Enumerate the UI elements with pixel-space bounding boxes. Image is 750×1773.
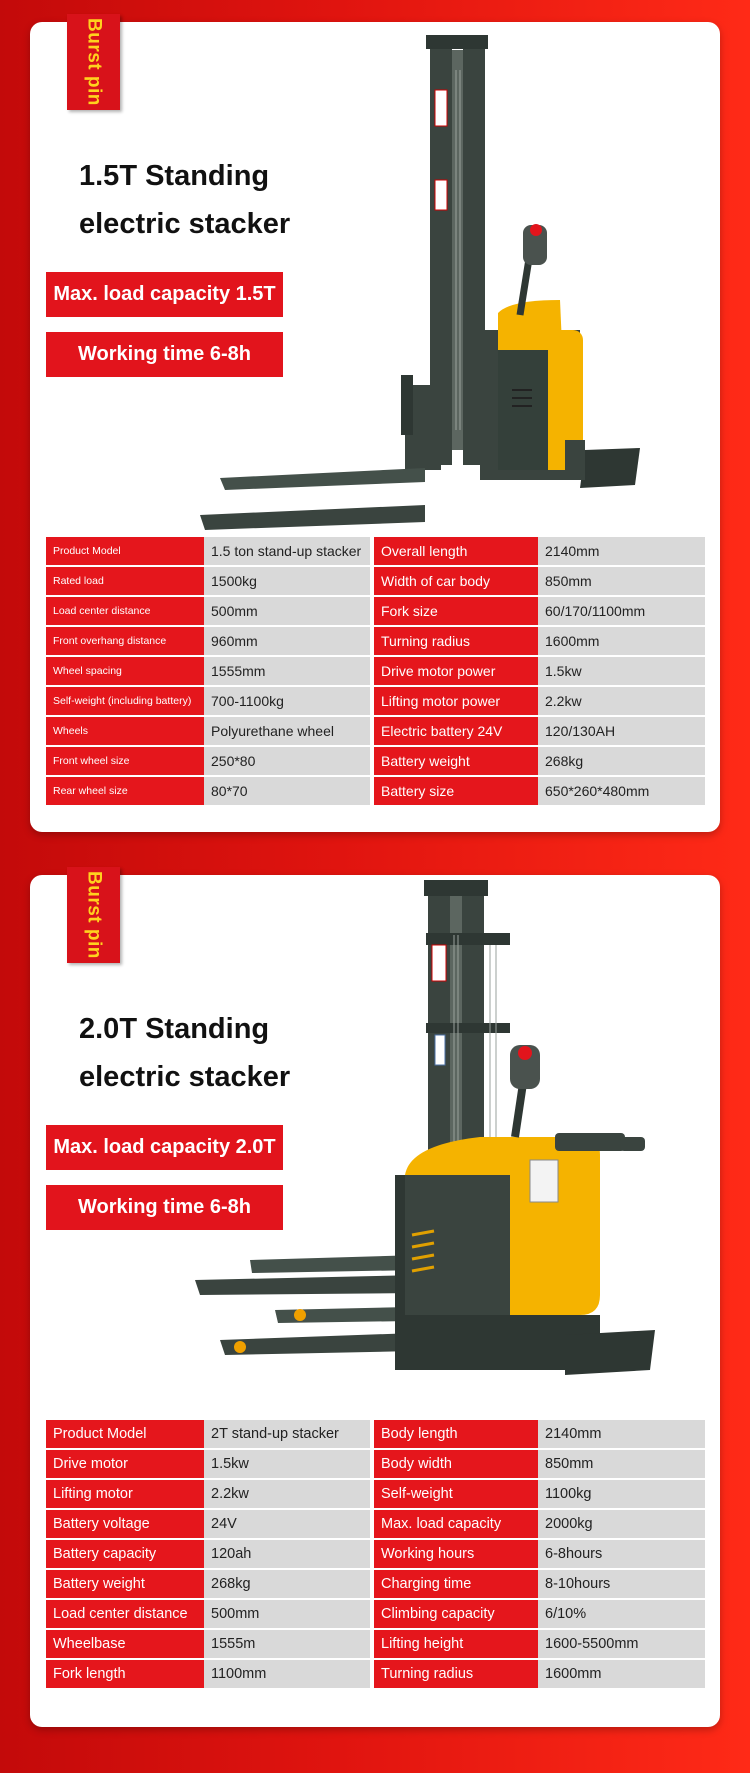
table-row (46, 747, 705, 777)
table-row (46, 687, 705, 717)
spec-value: 8-10hours (538, 1570, 705, 1600)
spec-label: Width of car body (374, 567, 538, 597)
spec-value: 1500kg (204, 567, 374, 597)
spec-value: 1600-5500mm (538, 1630, 705, 1660)
spec-label: Max. load capacity (374, 1510, 538, 1540)
table-row (46, 567, 705, 597)
spec-label: Turning radius (374, 627, 538, 657)
spec-label: Drive motor power (374, 657, 538, 687)
spec-value: 1600mm (538, 627, 705, 657)
spec-value: 1555m (204, 1630, 374, 1660)
spec-value: 120/130AH (538, 717, 705, 747)
spec-table-1-5t (46, 537, 705, 807)
spec-value: 6-8hours (538, 1540, 705, 1570)
table-row (46, 1480, 705, 1510)
spec-label: Lifting motor (46, 1480, 204, 1510)
spec-label: Battery capacity (46, 1540, 204, 1570)
spec-label: Drive motor (46, 1450, 204, 1480)
spec-label: Rated load (46, 567, 204, 597)
table-row (46, 537, 705, 567)
table-row (46, 1450, 705, 1480)
spec-label: Product Model (46, 1420, 204, 1450)
spec-value: 2T stand-up stacker (204, 1420, 374, 1450)
spec-value: 650*260*480mm (538, 777, 705, 807)
spec-value: 2.2kw (538, 687, 705, 717)
spec-label: Climbing capacity (374, 1600, 538, 1630)
spec-value: 60/170/1100mm (538, 597, 705, 627)
spec-label: Self-weight (374, 1480, 538, 1510)
product-title: 1.5T Standing electric stacker (79, 160, 291, 240)
table-row (46, 1420, 705, 1450)
table-row (46, 1510, 705, 1540)
spec-label: Body width (374, 1450, 538, 1480)
spec-label: Wheels (46, 717, 204, 747)
spec-label: Wheel spacing (46, 657, 204, 687)
spec-label: Load center distance (46, 1600, 204, 1630)
spec-table-2-0t (46, 1420, 705, 1690)
spec-value: 1.5kw (204, 1450, 374, 1480)
spec-value: 24V (204, 1510, 374, 1540)
table-row (46, 1570, 705, 1600)
spec-value: 2140mm (538, 537, 705, 567)
spec-value: 850mm (538, 1450, 705, 1480)
spec-value: 120ah (204, 1540, 374, 1570)
spec-label: Wheelbase (46, 1630, 204, 1660)
spec-label: Lifting motor power (374, 687, 538, 717)
capacity-badge: Max. load capacity 1.5T (46, 272, 283, 317)
product-card-1 (30, 18, 720, 832)
table-row (46, 657, 705, 687)
table-row (46, 1630, 705, 1660)
spec-label: Lifting height (374, 1630, 538, 1660)
spec-label: Product Model (46, 537, 204, 567)
spec-label: Front overhang distance (46, 627, 204, 657)
spec-label: Front wheel size (46, 747, 204, 777)
spec-value: 1.5 ton stand-up stacker (204, 537, 374, 567)
burst-pin-tag: Burst pin (67, 867, 120, 963)
spec-label: Battery voltage (46, 1510, 204, 1540)
spec-value: 700-1100kg (204, 687, 374, 717)
working-time-badge: Working time 6-8h (46, 332, 283, 377)
spec-value: 2140mm (538, 1420, 705, 1450)
table-row (46, 597, 705, 627)
spec-label: Turning radius (374, 1660, 538, 1690)
spec-label: Working hours (374, 1540, 538, 1570)
spec-value: 1100kg (538, 1480, 705, 1510)
table-row (46, 1600, 705, 1630)
table-row (46, 627, 705, 657)
table-row (46, 1660, 705, 1690)
spec-label: Battery weight (374, 747, 538, 777)
spec-value: 850mm (538, 567, 705, 597)
table-row (46, 777, 705, 807)
spec-value: 2.2kw (204, 1480, 374, 1510)
table-row (46, 1540, 705, 1570)
spec-label: Body length (374, 1420, 538, 1450)
spec-value: 1600mm (538, 1660, 705, 1690)
spec-label: Fork size (374, 597, 538, 627)
product-card-2 (30, 871, 720, 1727)
spec-label: Battery size (374, 777, 538, 807)
spec-label: Battery weight (46, 1570, 204, 1600)
spec-value: 268kg (538, 747, 705, 777)
working-time-badge: Working time 6-8h (46, 1185, 283, 1230)
spec-label: Self-weight (including battery) (46, 687, 204, 717)
product-title: 2.0T Standing electric stacker (79, 1013, 291, 1093)
spec-value: 1100mm (204, 1660, 374, 1690)
stacker-image-2-0t (180, 875, 720, 1435)
capacity-badge: Max. load capacity 2.0T (46, 1125, 283, 1170)
spec-label: Overall length (374, 537, 538, 567)
spec-label: Electric battery 24V (374, 717, 538, 747)
spec-value: 2000kg (538, 1510, 705, 1540)
spec-value: 268kg (204, 1570, 374, 1600)
spec-value: 250*80 (204, 747, 374, 777)
spec-label: Load center distance (46, 597, 204, 627)
burst-pin-tag: Burst pin (67, 14, 120, 110)
spec-value: 500mm (204, 597, 374, 627)
spec-value: 960mm (204, 627, 374, 657)
stacker-image-1-5t (180, 30, 720, 530)
spec-value: 500mm (204, 1600, 374, 1630)
spec-label: Fork length (46, 1660, 204, 1690)
spec-label: Rear wheel size (46, 777, 204, 807)
spec-value: Polyurethane wheel (204, 717, 374, 747)
table-row (46, 717, 705, 747)
spec-label: Charging time (374, 1570, 538, 1600)
spec-value: 80*70 (204, 777, 374, 807)
spec-value: 1555mm (204, 657, 374, 687)
spec-value: 6/10% (538, 1600, 705, 1630)
spec-value: 1.5kw (538, 657, 705, 687)
